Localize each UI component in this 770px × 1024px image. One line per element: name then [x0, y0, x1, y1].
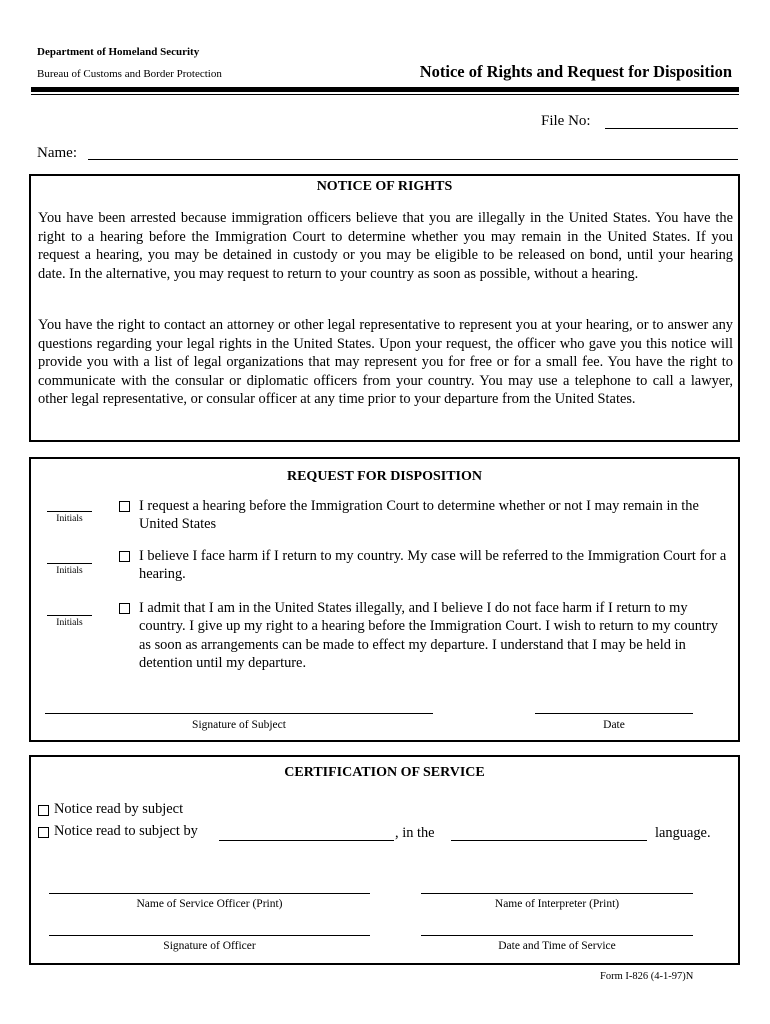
service-officer-name-label: Name of Service Officer (Print): [136, 898, 283, 910]
department-name: Department of Homeland Security: [37, 46, 200, 58]
header-rule-thick: [31, 87, 739, 92]
name-field[interactable]: [88, 159, 738, 160]
service-date-time-field[interactable]: [421, 935, 693, 936]
read-by-subject-label: Notice read by subject: [54, 801, 184, 817]
form-title: Notice of Rights and Request for Disposition: [419, 62, 732, 81]
initials-field[interactable]: [47, 563, 92, 564]
bureau-name: Bureau of Customs and Border Protection: [37, 68, 222, 80]
notice-paragraph: You have the right to contact an attorney or other legal representative to represent you at your hearing, or to answer any questions regarding your legal rights in the United States. Upon your request, the officer who gave you this notice will provide you with a list of legal organizations that may represent you for free or for a small fee. You have the right to communicate with the consular or diplomatic officers from your country. You may use a telephone to call a lawyer, other legal representative, or consular officer at any time prior to your departure from the United States.: [38, 317, 733, 408]
notice-heading: NOTICE OF RIGHTS: [316, 179, 453, 194]
subject-signature-field[interactable]: [45, 713, 433, 714]
interpreter-name-field[interactable]: [421, 893, 693, 894]
voluntary-return-option: I admit that I am in the United States illegally, and I believe I do not face harm if I return to my country. I give up my right to a hearing before the Immigration Court. I wish to return to my country as soon as arrangements can be made to effect my departure. I understand that I may be held in detention until my departure.: [139, 600, 718, 671]
read-to-subject-checkbox[interactable]: [38, 827, 49, 838]
initials-label: Initials: [56, 618, 83, 628]
service-date-time-label: Date and Time of Service: [498, 940, 616, 952]
notice-paragraph: You have been arrested because immigration officers believe that you are illegally in the United States. You have the right to a hearing before the Immigration Court to determine whether you may remain in the United States. If you request a hearing, you may be detained in custody or you may be eligible to be released on bond, until your hearing date. In the alternative, you may request to return to your country as soon as possible, without a hearing.: [38, 210, 733, 282]
language-field[interactable]: [451, 840, 647, 841]
interpreter-name-label: Name of Interpreter (Print): [494, 898, 620, 910]
fear-harm-option: I believe I face harm if I return to my country. My case will be referred to the Immigration Court for a hearing.: [139, 548, 727, 583]
name-label: Name:: [37, 145, 77, 161]
initials-field[interactable]: [47, 511, 92, 512]
notice-of-rights-section: [29, 174, 740, 442]
service-officer-name-field[interactable]: [49, 893, 370, 894]
request-hearing-checkbox[interactable]: [119, 501, 130, 512]
file-no-field[interactable]: [605, 128, 738, 129]
officer-signature-label: Signature of Officer: [163, 940, 256, 952]
subject-date-label: Date: [603, 719, 625, 731]
initials-field[interactable]: [47, 615, 92, 616]
voluntary-return-checkbox[interactable]: [119, 603, 130, 614]
request-hearing-option: I request a hearing before the Immigration Court to determine whether or not I may remain in the United States: [139, 498, 699, 533]
request-heading: REQUEST FOR DISPOSITION: [286, 469, 482, 484]
form-number: Form I-826 (4-1-97)N: [600, 971, 694, 982]
in-the-label: , in the: [395, 825, 435, 841]
header-rule-thin: [31, 94, 739, 95]
initials-label: Initials: [56, 566, 83, 576]
officer-signature-field[interactable]: [49, 935, 370, 936]
certification-heading: CERTIFICATION OF SERVICE: [284, 765, 485, 780]
subject-date-field[interactable]: [535, 713, 693, 714]
initials-label: Initials: [56, 514, 83, 524]
fear-harm-checkbox[interactable]: [119, 551, 130, 562]
request-for-disposition-section: [29, 457, 740, 742]
language-label: language.: [655, 825, 711, 841]
subject-signature-label: Signature of Subject: [192, 719, 286, 731]
read-to-subject-label: Notice read to subject by: [54, 823, 198, 839]
reader-name-field[interactable]: [219, 840, 394, 841]
certification-of-service-section: [29, 755, 740, 965]
read-by-subject-checkbox[interactable]: [38, 805, 49, 816]
file-no-label: File No:: [541, 113, 591, 129]
